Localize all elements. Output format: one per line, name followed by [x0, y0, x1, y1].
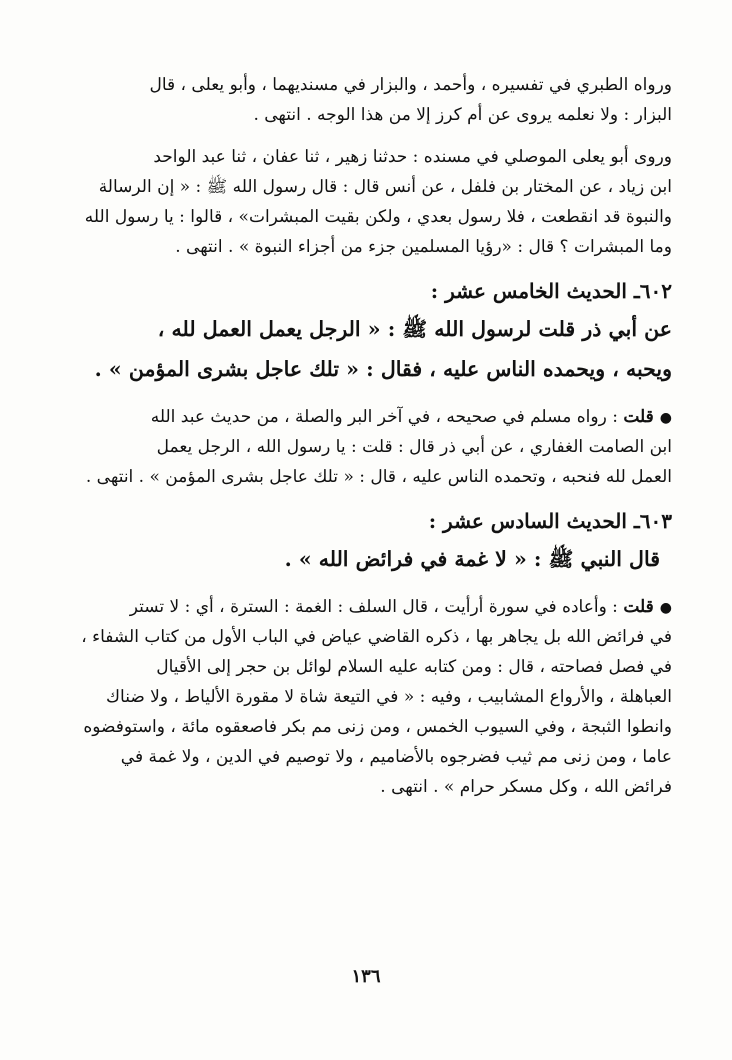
bullet-icon: ●: [659, 410, 672, 426]
section-603: [76, 504, 672, 802]
bullet-icon: ●: [659, 600, 672, 616]
paragraph-tabari: [76, 70, 672, 130]
page-content: [76, 70, 672, 802]
section-602: [76, 274, 672, 492]
text-line: ابن زياد ، عن المختار بن فلفل ، عن أنس قال : قال رسول الله ﷺ : « إن الرسالة: [98, 177, 672, 197]
hadith-text-line: ويحبه ، ويحمده الناس عليه ، فقال : « تلك عاجل بشرى المؤمن » .: [94, 357, 672, 381]
text-line: فرائض الله ، وكل مسكر حرام » . انتهى .: [380, 777, 672, 797]
text-line: ابن الصامت الغفاري ، عن أبي ذر قال : قلت : يا رسول الله ، الرجل يعمل: [156, 437, 672, 457]
text-line: والنبوة قد انقطعت ، فلا رسول بعدي ، ولكن بقيت المبشرات» ، قالوا : يا رسول الله: [84, 207, 672, 227]
text-line: وما المبشرات ؟ قال : «رؤيا المسلمين جزء من أجزاء النبوة » . انتهى .: [175, 237, 672, 257]
text-line: العمل لله فنحبه ، وتحمده الناس عليه ، قال : « تلك عاجل بشرى المؤمن » . انتهى .: [85, 467, 672, 487]
page-number: ١٣٦: [351, 966, 381, 987]
text-line: في فصل فصاحته ، قال : ومن كتابه عليه السلام لوائل بن حجر إلى الأقيال: [156, 657, 672, 677]
comment-first-line: [76, 402, 672, 432]
text-line: البزار : ولا نعلمه يروى عن أم كرز إلا من هذا الوجه . انتهى .: [253, 105, 672, 125]
comment-text: : وأعاده في سورة أرأيت ، قال السلف : الغمة : السترة ، أي : لا تستر: [129, 597, 618, 617]
paragraph-abu-yala: [76, 142, 672, 262]
text-line: وروى أبو يعلى الموصلي في مسنده : حدثنا زهير ، ثنا عفان ، ثنا عبد الواحد: [153, 147, 672, 167]
hadith-text-line: قال النبي ﷺ : « لا غمة في فرائض الله » .: [284, 547, 660, 571]
paragraph-spacer: [76, 262, 672, 274]
text-line: في فرائض الله بل يجاهر بها ، ذكره القاضي عياض في الباب الأول من كتاب الشفاء ،: [81, 627, 672, 647]
qult-label: قلت: [623, 597, 654, 617]
hadith-text-line: عن أبي ذر قلت لرسول الله ﷺ : « الرجل يعمل العمل لله ،: [157, 317, 672, 341]
comment-first-line: [76, 592, 672, 622]
paragraph-spacer: [76, 492, 672, 504]
paragraph-spacer: [76, 580, 672, 592]
comment-text: : رواه مسلم في صحيحه ، في آخر البر والصلة ، من حديث عبد الله: [150, 407, 618, 427]
text-line: وانطوا الثبجة ، وفي السيوب الخمس ، ومن زنى مم بكر فاصعقوه مائة ، واستوفضوه: [83, 717, 672, 737]
text-line: العباهلة ، والأرواع المشابيب ، وفيه : « في التيعة شاة لا مقورة الألياط ، ولا ضناك: [106, 687, 672, 707]
section-heading: ٦٠٣ـ الحديث السادس عشر :: [428, 509, 672, 533]
paragraph-spacer: [76, 130, 672, 142]
qult-label: قلت: [623, 407, 654, 427]
text-line: عاما ، ومن زنى مم ثيب فضرجوه بالأضاميم ، ولا توصيم في الدين ، ولا غمة في: [120, 747, 672, 767]
paragraph-spacer: [76, 390, 672, 402]
text-line: ورواه الطبري في تفسيره ، وأحمد ، والبزار في مسنديهما ، وأبو يعلى ، قال: [149, 75, 672, 95]
section-heading: ٦٠٢ـ الحديث الخامس عشر :: [430, 279, 672, 303]
